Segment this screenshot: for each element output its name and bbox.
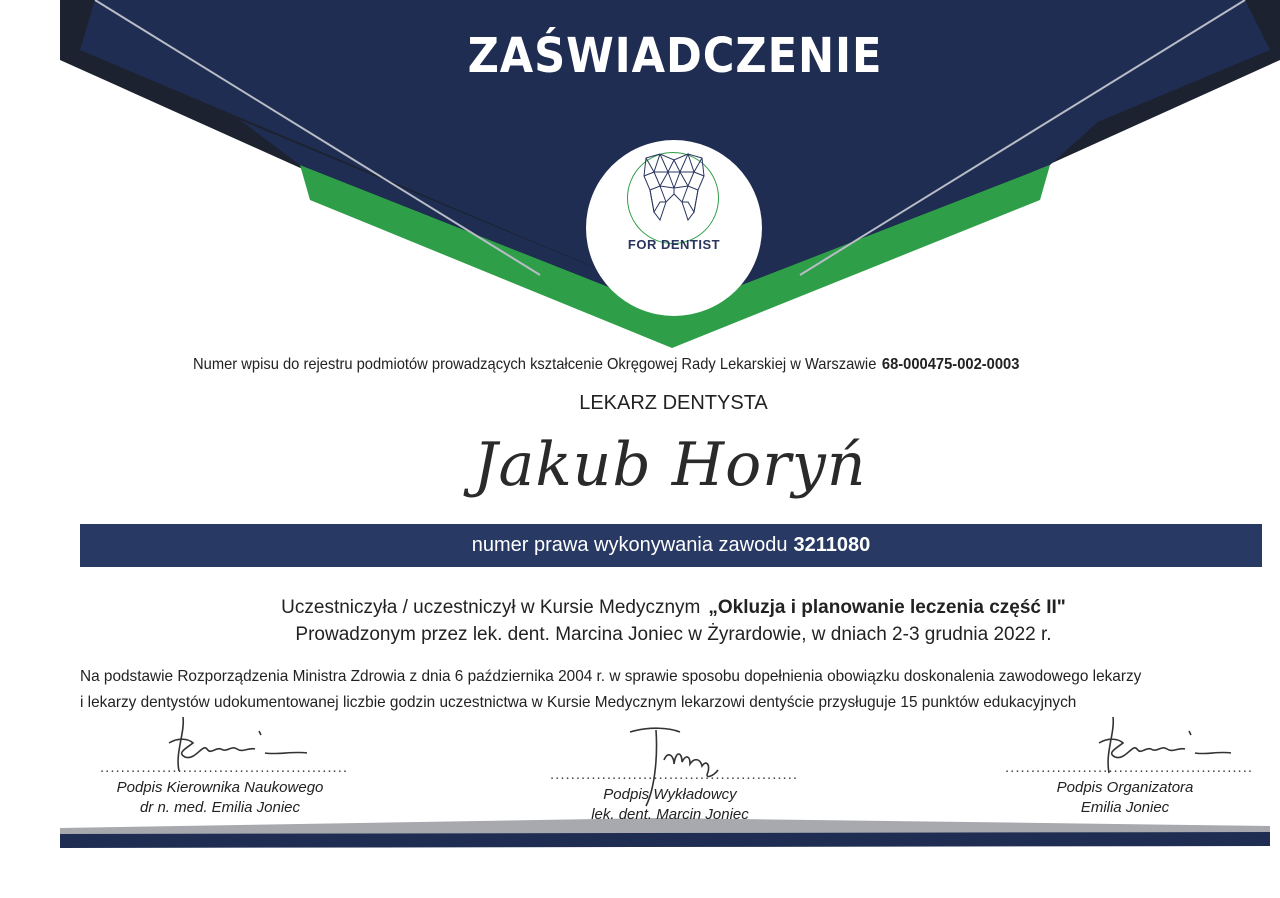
signature-person: dr n. med. Emilia Joniec bbox=[139, 799, 301, 816]
register-number: 68-000475-002-0003 bbox=[881, 356, 1020, 373]
signature-block-organizer bbox=[1005, 758, 1254, 818]
register-line bbox=[193, 356, 1095, 374]
course-info bbox=[0, 594, 1280, 648]
register-label: Numer wpisu do rejestru podmiotów prowadzących kształcenie Okręgowej Rady Lekarskiej w Warszawie bbox=[193, 356, 877, 373]
course-prefix: Uczestniczyła / uczestniczył w Kursie Medycznym bbox=[281, 597, 701, 618]
legal-basis bbox=[80, 664, 1227, 716]
certificate-title: ZAŚWIADCZENIE bbox=[467, 28, 883, 84]
signature-dots: ................................................ bbox=[1005, 759, 1254, 776]
signature-role: Podpis Kierownika Naukowego bbox=[116, 779, 324, 796]
license-line bbox=[80, 534, 1262, 557]
signature-role: Podpis Organizatora bbox=[1056, 779, 1194, 796]
handwritten-signature-2 bbox=[620, 720, 740, 810]
legal-line-2: i lekarzy dentystów udokumentowanej liczbie godzin uczestnictwa w Kursie Medycznym lekarzowi dentyście przysługuje 15 punktów edukacyjnych bbox=[80, 694, 1077, 711]
handwritten-signature-3 bbox=[1085, 713, 1245, 783]
handwritten-signature-1 bbox=[155, 713, 315, 783]
course-line-2: Prowadzonym przez lek. dent. Marcina Joniec w Żyrardowie, w dniach 2-3 grudnia 2022 r. bbox=[295, 624, 1052, 645]
participant-name: Jakub Horyń bbox=[473, 430, 867, 500]
logo-text: FOR DENTIST bbox=[627, 237, 721, 252]
legal-line-1: Na podstawie Rozporządzenia Ministra Zdrowia z dnia 6 października 2004 r. w sprawie sposobu dopełnienia obowiązku doskonalenia zawodowego lekarzy bbox=[80, 668, 1142, 685]
signature-block-lecturer bbox=[550, 765, 799, 825]
signature-person: lek. dent. Marcin Joniec bbox=[591, 806, 749, 823]
signature-dots: ................................................ bbox=[100, 759, 349, 776]
profession: LEKARZ DENTYSTA bbox=[579, 392, 768, 414]
license-bar bbox=[80, 524, 1262, 567]
license-number: 3211080 bbox=[793, 534, 871, 556]
signature-person: Emilia Joniec bbox=[1080, 799, 1170, 816]
for-dentist-logo bbox=[586, 140, 762, 316]
signature-role: Podpis Wykładowcy bbox=[603, 786, 737, 803]
course-line-1 bbox=[0, 594, 1280, 621]
course-title: „Okluzja i planowanie leczenia część II" bbox=[708, 597, 1066, 618]
license-label: numer prawa wykonywania zawodu bbox=[471, 534, 788, 556]
signature-dots: ................................................ bbox=[550, 766, 799, 783]
geometric-tooth-icon bbox=[638, 148, 710, 228]
signature-block-scientific-head bbox=[100, 758, 349, 818]
